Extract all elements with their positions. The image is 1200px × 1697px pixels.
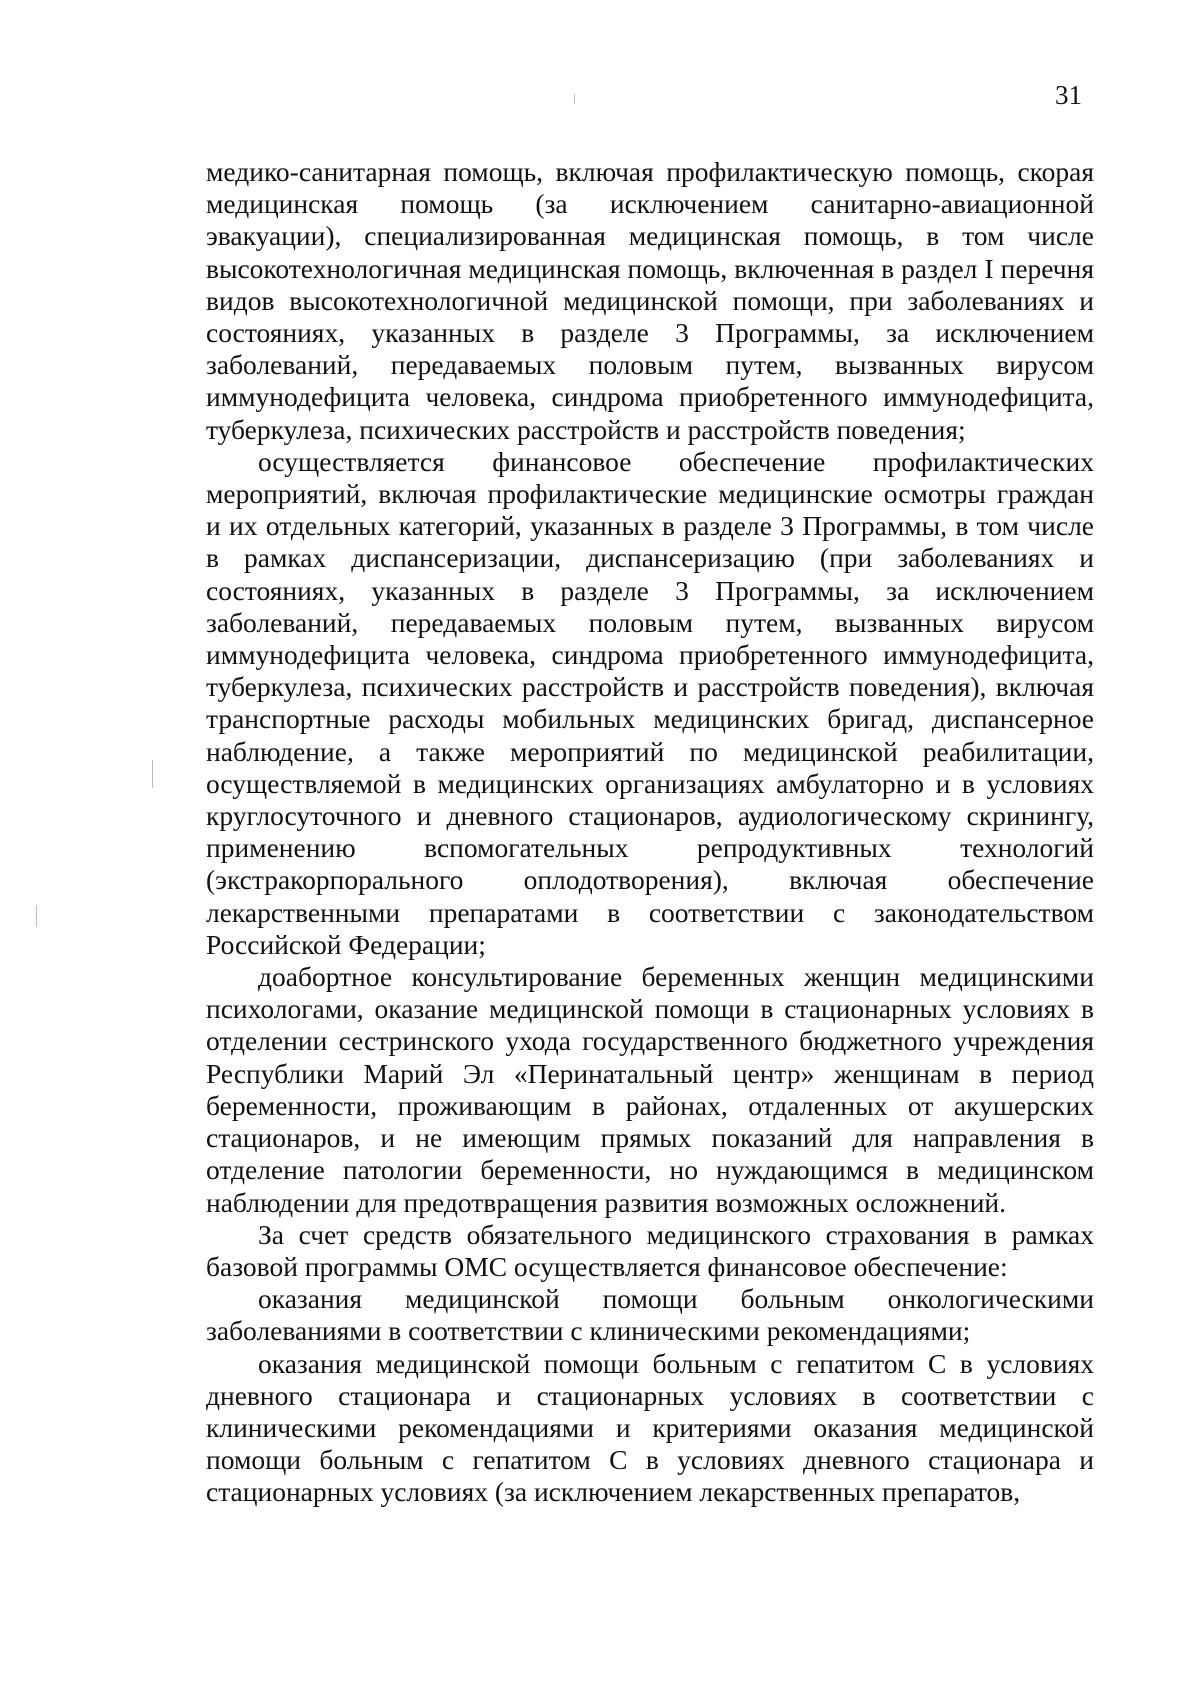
paragraph-oms-financing: За счет средств обязательного медицинского страхования в рамках базовой программы ОМС осуществляется финансовое обеспечение: bbox=[206, 1218, 1094, 1282]
scan-artifact bbox=[574, 94, 575, 104]
paragraph-hepatitis-c: оказания медицинской помощи больным с гепатитом С в условиях дневного стационара и стационарных условиях в соответствии с клиническими рекомендациями и критериями оказания медицинской помощи больным с гепатитом С в условиях дневного стационара и стационарных условиях (за исключением лекарственных препаратов, bbox=[206, 1347, 1094, 1508]
paragraph-oncology: оказания медицинской помощи больным онкологическими заболеваниями в соответствии с клиническими рекомендациями; bbox=[206, 1283, 1094, 1347]
paragraph-continued: медико-санитарная помощь, включая профилактическую помощь, скорая медицинская помощь (за исключением санитарно-авиационной эвакуации), специализированная медицинская помощь, в том числе высокотехнологичная медицинская помощь, включенная в раздел I перечня видов высокотехнологичной медицинской помощи, при заболеваниях и состояниях, указанных в разделе 3 Программы, за исключением заболеваний, передаваемых половым путем, вызванных вирусом иммунодефицита человека, синдрома приобретенного иммунодефицита, туберкулеза, психических расстройств и расстройств поведения; bbox=[206, 156, 1094, 445]
scan-artifact bbox=[36, 905, 37, 927]
page-number: 31 bbox=[1055, 80, 1082, 110]
paragraph-pre-abortion-consulting: доабортное консультирование беременных женщин медицинскими психологами, оказание медицинской помощи в стационарных условиях в отделении сестринского ухода государственного бюджетного учреждения Республики Марий Эл «Перинатальный центр» женщинам в период беременности, проживающим в районах, отдаленных от акушерских стационаров, и не имеющим прямых показаний для направления в отделение патологии беременности, но нуждающимся в медицинском наблюдении для предотвращения развития возможных осложнений. bbox=[206, 961, 1094, 1218]
body-text bbox=[206, 156, 1094, 1509]
paragraph-prevention-financing: осуществляется финансовое обеспечение профилактических мероприятий, включая профилактические медицинские осмотры граждан и их отдельных категорий, указанных в разделе 3 Программы, в том числе в рамках диспансеризации, диспансеризацию (при заболеваниях и состояниях, указанных в разделе 3 Программы, за исключением заболеваний, передаваемых половым путем, вызванных вирусом иммунодефицита человека, синдрома приобретенного иммунодефицита, туберкулеза, психических расстройств и расстройств поведения), включая транспортные расходы мобильных медицинских бригад, диспансерное наблюдение, а также мероприятий по медицинской реабилитации, осуществляемой в медицинских организациях амбулаторно и в условиях круглосуточного и дневного стационаров, аудиологическому скринингу, применению вспомогательных репродуктивных технологий (экстракорпорального оплодотворения), включая обеспечение лекарственными препаратами в соответствии с законодательством Российской Федерации; bbox=[206, 445, 1094, 960]
scan-artifact bbox=[152, 760, 153, 788]
